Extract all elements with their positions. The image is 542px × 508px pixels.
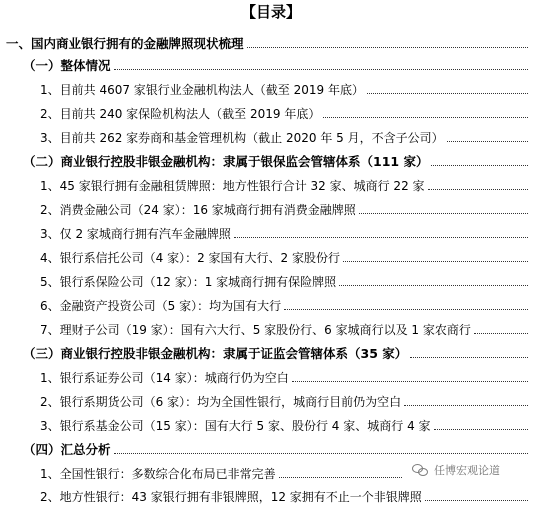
leader-dots — [425, 500, 528, 501]
toc-entry-text: 一、国内商业银行拥有的金融牌照现状梳理 — [6, 36, 244, 51]
watermark — [412, 462, 500, 478]
toc-row[interactable] — [40, 247, 528, 269]
leader-dots — [284, 309, 528, 310]
leader-dots — [431, 165, 528, 166]
leader-dots — [428, 189, 528, 190]
leader-dots — [234, 237, 528, 238]
toc-entry-text: 1、全国性银行：多数综合化布局已非常完善 — [40, 467, 276, 481]
leader-dots — [404, 405, 528, 406]
toc-row[interactable] — [40, 486, 528, 508]
toc-title: 【目录】 — [240, 3, 301, 21]
wechat-icon — [412, 464, 428, 476]
toc-entry-text: （二）商业银行控股非银金融机构：隶属于银保监会管辖体系（111 家） — [23, 154, 429, 169]
leader-dots — [339, 285, 528, 286]
toc-entry-text: 7、理财子公司（19 家）：国有六大行、5 家股份行、6 家城商行以及 1 家农商行 — [40, 323, 471, 337]
toc-entry-text: 3、仅 2 家城商行拥有汽车金融牌照 — [40, 227, 231, 241]
toc-row[interactable] — [6, 33, 528, 55]
leader-dots — [279, 477, 402, 478]
toc-entry-text: 3、银行系基金公司（15 家）：国有大行 5 家、股份行 4 家、城商行 4 家 — [40, 419, 431, 433]
leader-dots — [359, 213, 528, 214]
leader-dots — [114, 453, 528, 454]
toc-row[interactable] — [40, 79, 528, 101]
toc-row[interactable] — [40, 367, 528, 389]
toc-entry-text: 1、45 家银行拥有金融租赁牌照：地方性银行合计 32 家、城商行 22 家 — [40, 179, 425, 193]
toc-row[interactable] — [40, 103, 528, 125]
leader-dots — [247, 47, 528, 48]
toc-row[interactable] — [40, 319, 528, 341]
toc-row[interactable] — [40, 223, 528, 245]
toc-row[interactable] — [40, 391, 528, 413]
toc-entry-text: 2、消费金融公司（24 家）：16 家城商行拥有消费金融牌照 — [40, 203, 356, 217]
toc-row[interactable] — [23, 151, 528, 173]
leader-dots — [434, 429, 528, 430]
leader-dots — [410, 357, 528, 358]
toc-entry-text: 3、目前共 262 家券商和基金管理机构（截止 2020 年 5 月，不含子公司） — [40, 131, 444, 145]
toc-entry-text: 5、银行系保险公司（12 家）：1 家城商行拥有保险牌照 — [40, 275, 337, 289]
toc-row[interactable] — [40, 415, 528, 437]
toc-row[interactable] — [40, 463, 402, 485]
toc-entry-text: 1、银行系证券公司（14 家）：城商行仍为空白 — [40, 371, 289, 385]
toc-entry-text: 6、金融资产投资公司（5 家）：均为国有大行 — [40, 299, 282, 313]
toc-entry-text: 2、目前共 240 家保险机构法人（截至 2019 年底） — [40, 107, 321, 121]
leader-dots — [343, 261, 528, 262]
toc-entry-text: （三）商业银行控股非银金融机构：隶属于证监会管辖体系（35 家） — [23, 346, 408, 361]
toc-entry-text: 1、目前共 4607 家银行业金融机构法人（截至 2019 年底） — [40, 83, 364, 97]
toc-entry-text: 4、银行系信托公司（4 家）：2 家国有大行、2 家股份行 — [40, 251, 340, 265]
leader-dots — [323, 117, 528, 118]
leader-dots — [447, 141, 528, 142]
toc-row[interactable] — [40, 175, 528, 197]
leader-dots — [114, 69, 528, 70]
toc-row[interactable] — [40, 295, 528, 317]
toc-row[interactable] — [23, 343, 528, 365]
leader-dots — [292, 381, 528, 382]
toc-row[interactable] — [23, 439, 528, 461]
leader-dots — [474, 333, 528, 334]
toc-entry-text: （四）汇总分析 — [23, 442, 111, 457]
toc-row[interactable] — [23, 55, 528, 77]
toc-entry-text: 2、地方性银行：43 家银行拥有非银牌照，12 家拥有不止一个非银牌照 — [40, 490, 422, 504]
watermark-text: 任博宏观论道 — [434, 464, 500, 477]
toc-row[interactable] — [40, 127, 528, 149]
leader-dots — [367, 93, 528, 94]
toc-entry-text: （一）整体情况 — [23, 58, 111, 73]
toc-row[interactable] — [40, 271, 528, 293]
toc-row[interactable] — [40, 199, 528, 221]
toc-entry-text: 2、银行系期货公司（6 家）：均为全国性银行，城商行目前仍为空白 — [40, 395, 402, 409]
